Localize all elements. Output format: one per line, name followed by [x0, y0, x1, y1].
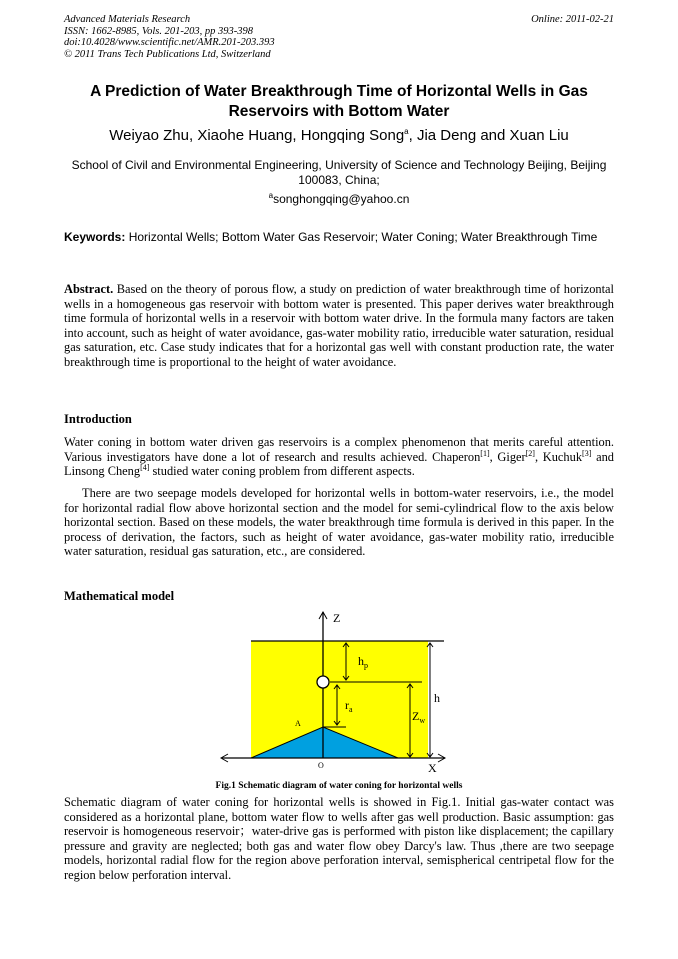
well-icon	[317, 676, 329, 688]
email-address: songhongqing@yahoo.cn	[273, 192, 410, 206]
t: Water coning in bottom water driven gas reservoirs is a complex phenomenon that merits careful attention. Various investigators have done a lot of research and results achieved. Chaperon	[64, 435, 614, 464]
ra-sub: a	[349, 705, 353, 714]
author-list: Weiyao Zhu, Xiaohe Huang, Hongqing Song	[109, 127, 405, 144]
figure-caption: Fig.1 Schematic diagram of water coning for horizontal wells	[215, 781, 463, 791]
math-heading: Mathematical model	[64, 589, 175, 603]
introduction-heading: Introduction	[64, 412, 132, 426]
affiliation: School of Civil and Environmental Engineering, University of Science and Technology Beijing, Beijing 100083, China;	[71, 158, 607, 187]
paper-title: A Prediction of Water Breakthrough Time of Horizontal Wells in Gas Reservoirs with Bottom Water	[90, 83, 588, 120]
issn: ISSN: 1662-8985, Vols. 201-203, pp 393-398	[64, 25, 253, 37]
t: studied water coning problem from different aspects.	[149, 464, 415, 479]
origin-label: O	[318, 761, 324, 770]
t: , Giger	[489, 449, 526, 464]
journal-name: Advanced Materials Research	[64, 14, 191, 25]
math-paragraph-1: Schematic diagram of water coning for horizontal wells is showed in Fig.1. Initial gas-water contact was considered as a horizontal plane, bottom water flow to wells after gas well production. Basic assumption: gas reservoir is homogeneous reservoir；water-drive gas is performed with piston like displacement; the capillary pressure and gravity are neglected; both gas and water flow obey Darcy's law. Thus ,there are two seepage models, horizontal radial flow for the region above perforation interval, semispherical centripetal flow for the region below perforation interval.	[64, 795, 614, 882]
author-sup: a	[404, 127, 409, 136]
x-label: X	[428, 761, 437, 775]
t: and Linsong Cheng	[64, 449, 614, 479]
ref: [3]	[582, 448, 592, 458]
doi: doi:10.4028/www.scientific.net/AMR.201-203.393	[64, 37, 275, 48]
ra-label: r	[345, 698, 349, 712]
point-a-label: A	[295, 719, 301, 728]
t: , Kuchuk	[534, 449, 583, 464]
author-list-2: , Jia Deng and Xuan Liu	[408, 127, 569, 144]
abstract-text: Based on the theory of porous flow, a study on prediction of water breakthrough time of horizontal wells in a homogeneous gas reservoir with bottom water is presented. This paper derives water breakthrough time formula of horizontal wells in a reservoir with bottom water drive. In the formula many factors are taken into account, such as height of water avoidance, gas-water mobility ratio, irreducible water saturation, residual gas saturation, etc. Case study indicates that for a horizontal gas well with constant production rate, the water breakthrough time is proportional to the height of water avoidance.	[64, 282, 614, 369]
keywords-text: Horizontal Wells; Bottom Water Gas Reservoir; Water Coning; Water Breakthrough Time	[125, 230, 598, 244]
h-label: h	[434, 691, 440, 705]
copyright: © 2011 Trans Tech Publications Ltd, Switzerland	[64, 48, 271, 60]
intro-paragraph-2: There are two seepage models developed for horizontal wells in bottom-water reservoirs, i.e., the model for horizontal radial flow above horizontal section and the model for semi-cylindrical flow to the axis below horizontal section. Based on these models, the water breakthrough time formula is derived in this paper. In the process of derivation, the factors, such as height of water avoidance, gas-water mobility ratio, irreducible water saturation, residual gas saturation, etc., are considered.	[64, 486, 614, 559]
ref: [2]	[525, 448, 535, 458]
zw-label: Z	[412, 709, 420, 723]
email-sup: a	[268, 191, 274, 200]
ref: [4]	[140, 463, 150, 473]
hp-label: h	[358, 654, 364, 668]
z-label: Z	[333, 611, 341, 625]
zw-sub: w	[419, 716, 426, 725]
keywords-label: Keywords:	[64, 230, 126, 244]
hp-sub: p	[364, 661, 368, 670]
online-date: Online: 2011-02-21	[531, 14, 614, 25]
abstract-label: Abstract.	[64, 282, 114, 296]
ref: [1]	[480, 448, 490, 458]
